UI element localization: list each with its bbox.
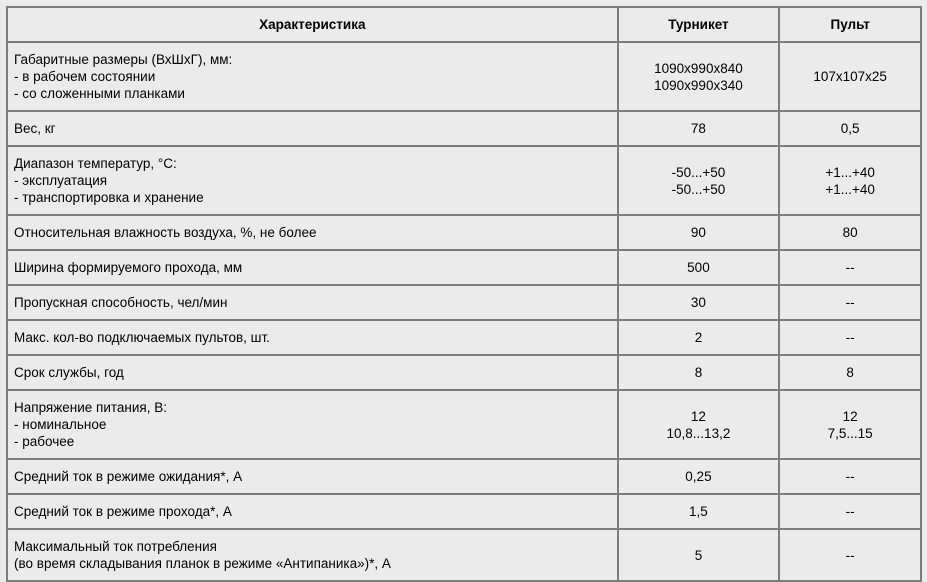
table-body — [7, 42, 921, 581]
table-row — [7, 42, 921, 111]
turnstile-value-cell: 30 — [618, 285, 780, 320]
remote-value-cell: 80 — [779, 215, 921, 250]
characteristic-cell: Ширина формируемого прохода, мм — [7, 250, 618, 285]
turnstile-value-cell: 12 10,8...13,2 — [618, 390, 780, 459]
characteristic-cell: Вес, кг — [7, 111, 618, 146]
turnstile-value-cell: 78 — [618, 111, 780, 146]
remote-value-cell: 0,5 — [779, 111, 921, 146]
header-row — [7, 7, 921, 42]
remote-value-cell: 8 — [779, 355, 921, 390]
characteristic-cell: Напряжение питания, В: - номинальное - рабочее — [7, 390, 618, 459]
characteristic-cell: Средний ток в режиме ожидания*, А — [7, 459, 618, 494]
table-row — [7, 320, 921, 355]
table-row — [7, 285, 921, 320]
table-row — [7, 250, 921, 285]
turnstile-value-cell: 5 — [618, 529, 780, 581]
col-header-characteristic: Характеристика — [7, 7, 618, 42]
remote-value-cell: -- — [779, 494, 921, 529]
remote-value-cell: -- — [779, 250, 921, 285]
col-header-remote: Пульт — [779, 7, 921, 42]
col-header-turnstile: Турникет — [618, 7, 780, 42]
remote-value-cell: 107x107x25 — [779, 42, 921, 111]
characteristic-cell: Диапазон температур, °С: - эксплуатация - транспортировка и хранение — [7, 146, 618, 215]
turnstile-value-cell: 90 — [618, 215, 780, 250]
remote-value-cell: 12 7,5...15 — [779, 390, 921, 459]
table-row — [7, 146, 921, 215]
characteristic-cell: Относительная влажность воздуха, %, не более — [7, 215, 618, 250]
turnstile-value-cell: 2 — [618, 320, 780, 355]
turnstile-value-cell: 0,25 — [618, 459, 780, 494]
remote-value-cell: -- — [779, 285, 921, 320]
table-row — [7, 390, 921, 459]
turnstile-value-cell: 1,5 — [618, 494, 780, 529]
turnstile-value-cell: 500 — [618, 250, 780, 285]
table-row — [7, 459, 921, 494]
characteristic-cell: Габаритные размеры (ВхШхГ), мм: - в рабочем состоянии - со сложенными планками — [7, 42, 618, 111]
remote-value-cell: -- — [779, 529, 921, 581]
characteristic-cell: Пропускная способность, чел/мин — [7, 285, 618, 320]
table-row — [7, 111, 921, 146]
remote-value-cell: -- — [779, 459, 921, 494]
remote-value-cell: -- — [779, 320, 921, 355]
table-row — [7, 355, 921, 390]
characteristic-cell: Макс. кол-во подключаемых пультов, шт. — [7, 320, 618, 355]
turnstile-value-cell: 1090x990x840 1090x990x340 — [618, 42, 780, 111]
table-row — [7, 529, 921, 581]
characteristic-cell: Средний ток в режиме прохода*, А — [7, 494, 618, 529]
remote-value-cell: +1...+40 +1...+40 — [779, 146, 921, 215]
turnstile-value-cell: 8 — [618, 355, 780, 390]
characteristic-cell: Максимальный ток потребления (во время складывания планок в режиме «Антипаника»)*, А — [7, 529, 618, 581]
table-row — [7, 494, 921, 529]
characteristic-cell: Срок службы, год — [7, 355, 618, 390]
spec-table — [6, 6, 922, 582]
table-row — [7, 215, 921, 250]
turnstile-value-cell: -50...+50 -50...+50 — [618, 146, 780, 215]
